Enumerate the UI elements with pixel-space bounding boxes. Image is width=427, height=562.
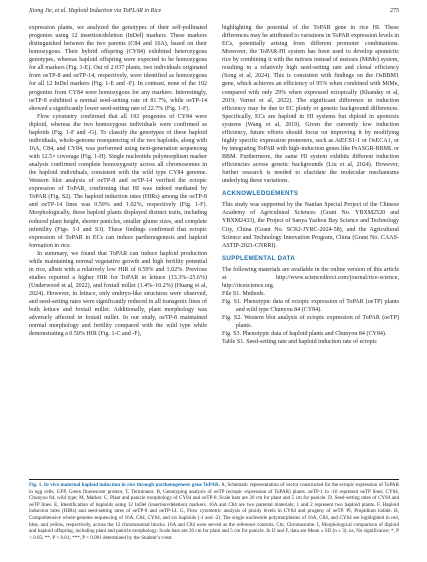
supplemental-item: Fig. S1. Phenotypic data of ectopic expression of ToPAR (oeTP) plants and wild type Chunyou 84 (CY84).	[222, 299, 399, 314]
acknowledgements-text: This study was supported by the Nanfan Special Project of the Chinese Academy of Agricultural Sciences (Grant No. YBXM2520 and YBXM2433), the Project of Sanya Yazhou Bay Science and Technology City, China (Grant No. SCKJ-JYRC-2024-58), and the Agricultural Science and Technology Innovation Program, China (Grant No. CAAS-ASTIP-2021-CNRRI).	[222, 202, 399, 249]
body-paragraph: expression plants, we analyzed the genotypes of their self-pollinated progenies using 12 insertion/deletion (InDel) markers. These markers distinguished between the two parents (C84 and 16A), based on their homozygous. Their hybrid offspring (CY84) exhibited heterozygous genotypes, whereas haploid offspring were expected to be homozygous for all markers (Fig. 1-E). Out of 2 037 plants, two individuals originated from oeTP-8 and oeTP-14, respectively, were identified as homozygous for all 12 InDel markers (Fig. 1-E and -F). In contrast, none of the 192 progenies from CY84 were homozygous for any markers. Interestingly, oeTP-8 exhibited a normal seed-setting rate of 81.7%, while oeTP-14 showed a significantly lower seed-setting rate of 22.7% (Fig. 1-F).	[29, 25, 207, 112]
figure-caption	[29, 482, 399, 541]
supplemental-item: Table S1. Seed-setting rate and haploid induction rate of ectopic	[222, 339, 378, 346]
caption-text: A, Schematic representation of vector constructed for the ectopic expression of ToPAR in egg cells. GFP, Green fluorescent protein; T, Terminator. B, Genotyping analysis of oeTP (ectopic expression of ToPAR) plants. oeTP-1 to -10 represent oeTP lines; CY84, Chunyou 84, wild type; M, Marker. C, Plant and panicle morphology of CY84 and oeTP-8. Scale bars are 20 cm for plant and 5 cm for panicle. D, Seed-setting rates of CY84 and oeTP lines. E, Identification of haploids using 12 InDel (insertion/deletion) markers. 16A and C84 are two parental materials; 1 and 2 represent two haploid plants. F, Haploid induction rates (HIRs) and seed-setting rates of oeTP-8 and oeTP-14. G, Flow cytometric analysis of ploidy levels in CY84 and progeny of oeTP. PI, Propidium iodide. H, Comprehensive whole-genome sequencing of 16A, C84, CY84, and six haploids (-1 and -2). The single nucleotide polymorphisms of 16A, C84, and CY84 are highlighted in red, blue, and yellow, respectively, across the 12 chromosomal blocks. 16A and C84 were served as the reference controls. Chr, Chromosome. I, Morphological comparison of diploid and haploid offspring, including plant and panicle morphology. Scale bars are 20 cm for plant and 5 cm for panicle. In D and F, data are Mean ± SD (n ≥ 3). ns, No significance; *, P < 0.05; **, P < 0.01; ***, P < 0.001 determined by the Student’s t-test.	[29, 482, 400, 541]
running-header	[29, 8, 399, 18]
supplemental-data-heading: SUPPLEMENTAL DATA	[222, 254, 296, 262]
running-title: Xiong Jie, et al. Haploid Induction via ToPLAR in Rice	[29, 8, 162, 14]
body-paragraph: In summary, we found that ToPAR can induce haploid production while maintaining normal vegetative growth and high fertility potential in rice, albeit with a relatively low HIR of 0.59% and 1.02%. Previous studies reported a higher HIR for ToPAR in lettuce (13.3%–25.6%) (Underwood et al, 2022), and foxtail millet (1.4%–10.2%) (Huang et al, 2024). However, in lettuce, only embryo-like structures were observed, and seed-setting rates were significantly reduced in all transgenic lines of both lettuce and foxtail millet. Additionally, plant morphology was adversely affected in foxtail millet. In our study, oeTP-8 maintained normal morphology and fertility compared with the wild type while demonstrating a 0.59% HIR (Fig. 1-C and -F),	[29, 250, 207, 338]
right-column	[222, 24, 399, 346]
supplemental-item: Fig. S3. Phenotypic data of haploid plants and Chunyou 84 (CY84).	[222, 331, 387, 338]
body-paragraph: highlighting the potential of the ToPAR gene in rice HI. These differences may be attributed to variations in ToPAR expression levels in ECs, potentially arising from different promoter combinations. Moreover, the ToPAR-HI system has been used to develop apomictic rice by combining it with the mitosis instead of meiosis (MiMe) system, resulting in a relatively high seed-setting rate and clonal efficiency (Song et al, 2024). This is consistent with findings on the OsBBM1 gene, which achieves an efficiency of 95% when combined with MiMe, compared with only 29% when expressed ectopically (Khanday et al, 2019; Vernet et al, 2022). The significant difference in induction efficiency may be due to EC ploidy or genetic background differences. Specifically, ECs are haploid in HI systems but diploid in apomixis systems (Wang et al, 2019). Given the currently low induction efficiency, future efforts should focus on improving it by modifying highly specific expression promoters, such as AtECS1-1 or OsECA1, or by integrating ToPAR with high-induction genes like PsASGR-BBML or BBM. Furthermore, the same HI system exhibits different induction efficiencies across genetic backgrounds (Liu et al, 2024). However, further research is needed to elucidate the molecular mechanisms underlying these variations.	[222, 25, 399, 185]
acknowledgements-heading: ACKNOWLEDGEMENTS	[222, 190, 299, 198]
supplemental-item: Fig. S2. Western blot analysis of ectopic expression of ToPAR (oeTP) plants.	[222, 315, 399, 330]
page-number: 275	[390, 8, 399, 14]
supplemental-intro: The following materials are available in the online version of this article at http://www.sciencedirect.com/journal/rice-science, http://ricescience.org.	[222, 266, 399, 289]
caption-title: Fig. 1. In vivo maternal haploid induction in rice through parthenogenesis gene ToPAR.	[29, 482, 220, 488]
caption-divider	[29, 479, 399, 480]
supplemental-list	[222, 266, 399, 347]
left-column	[29, 24, 207, 338]
supplemental-item: File S1. Methods.	[222, 290, 266, 297]
body-paragraph: Flow cytometry confirmed that all 192 progenies of CY84 were diploid, whereas the two homozygous individuals were confirmed as haploids (Fig. 1-F and -G). To classify the genotypes of these haploid individuals, whole-genome resequencing of the two haploids, along with 16A, C84, and CY84, was performed using next-generation sequencing with 12.5× coverage (Fig. 1-H). Single nucleotide polymorphism marker analysis confirmed complete homozygosity across all chromosomes in the haploid individuals, consistent with the wild type CY84 genome. Western blot analysis of oeTP-8 and oeTP-14 verified the ectopic expression of ToPAR, confirming that HI was indeed mediated by ToPAR (Fig. S2). The haploid induction rates (HIRs) among the oeTP-8 and oeTP-14 lines was 0.59% and 1.02%, respectively (Fig. 1-F). Morphologically, these haploid plants displayed distinct traits, including reduced plant height, shorter panicles, smaller glume sizes, and complete infertility (Figs. 1-I and S3). These findings confirmed that ectopic expression of ToPAR in ECs can induce parthenogenesis and haploid formation in rice.	[29, 113, 207, 249]
